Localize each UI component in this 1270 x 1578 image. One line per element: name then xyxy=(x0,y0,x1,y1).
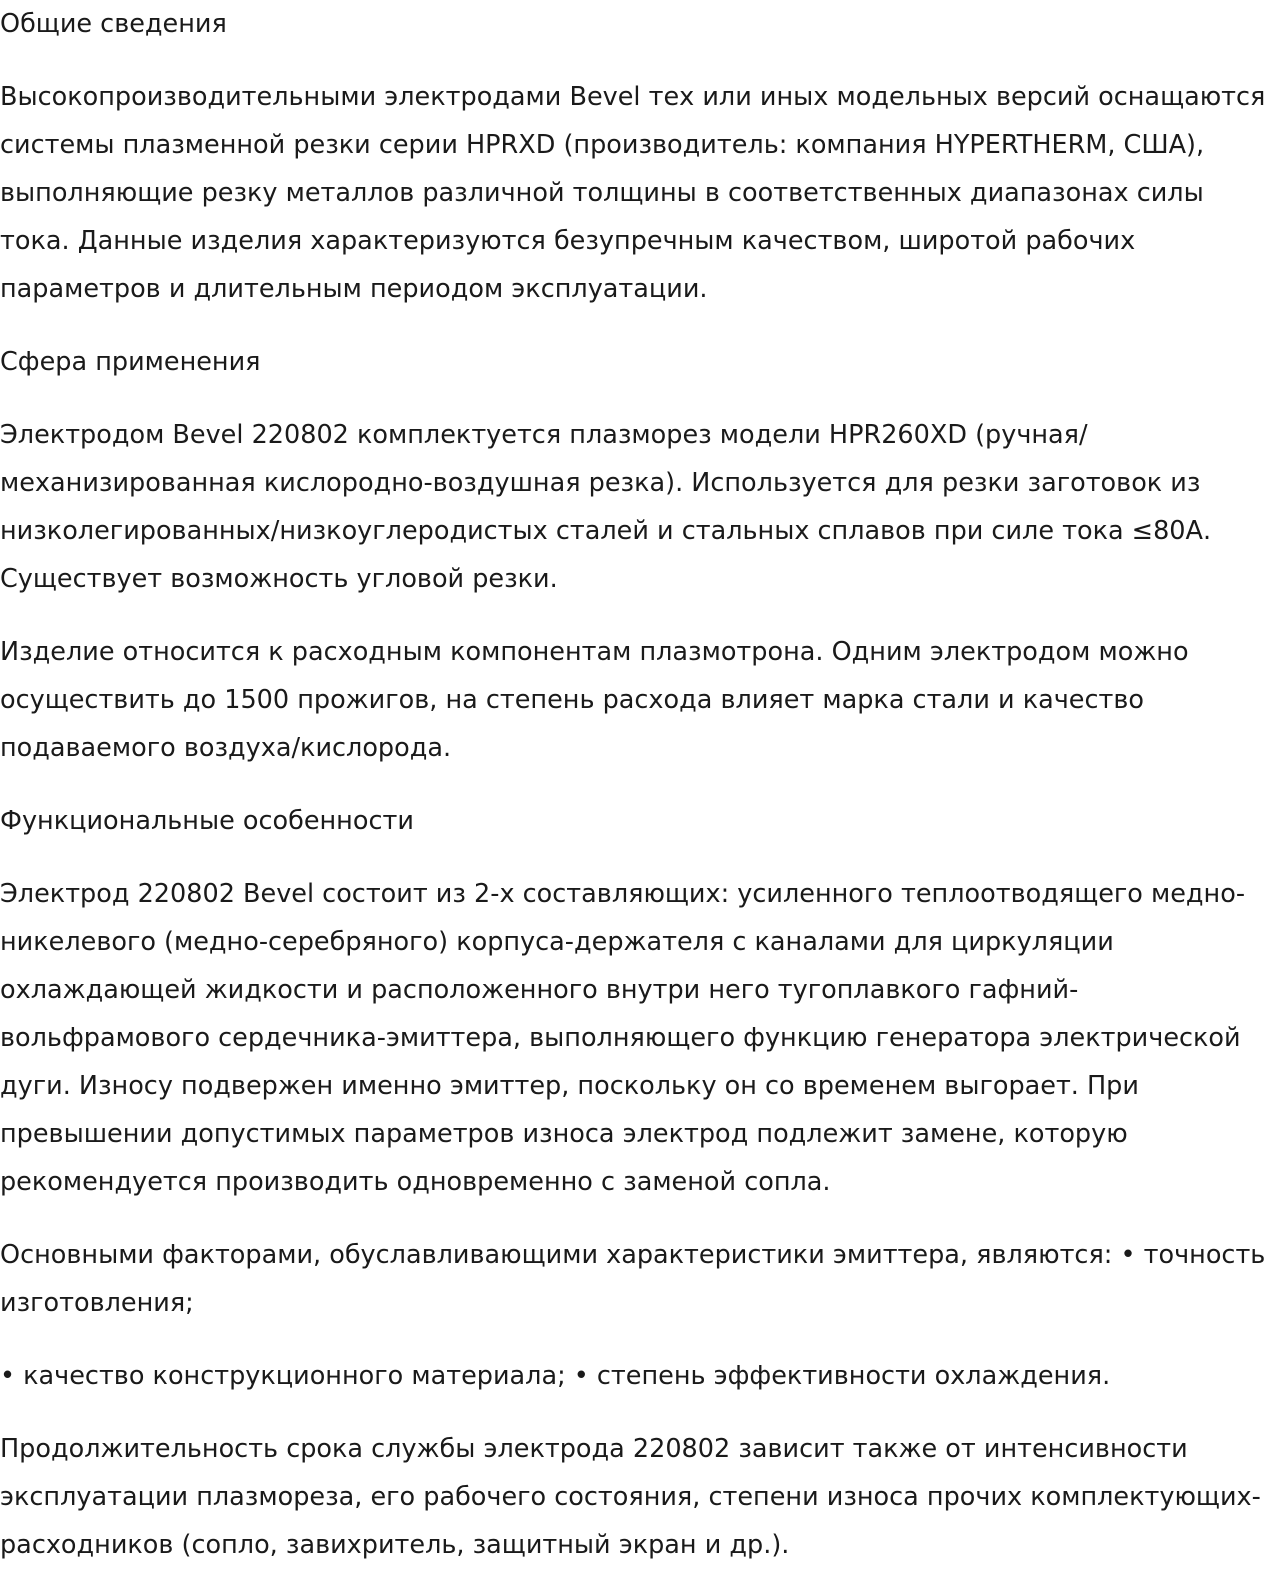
application-heading: Сфера применения xyxy=(0,347,261,377)
features-paragraph-4: Продолжительность срока службы электрода 220802 зависит также от интенсивности эксплуатации плазмореза, его рабочего состояния, степени износа прочих комплектующих-расходников (сопло, завихритель, защитный экран и др.). xyxy=(0,1434,1261,1560)
general-heading: Общие сведения xyxy=(0,9,227,39)
features-paragraph-2: Основными факторами, обуславливающими характеристики эмиттера, являются: • точность изготовления; xyxy=(0,1240,1266,1318)
features-heading: Функциональные особенности xyxy=(0,806,414,836)
application-paragraph-2: Изделие относится к расходным компонентам плазмотрона. Одним электродом можно осуществить до 1500 прожигов, на степень расхода влияет марка стали и качество подаваемого воздуха/кислорода. xyxy=(0,637,1189,763)
application-paragraph-1: Электродом Bevel 220802 комплектуется плазморез модели HPR260XD (ручная/механизированная кислородно-воздушная резка). Используется для резки заготовок из низколегированных/низкоуглеродистых сталей и стальных сплавов при силе тока ≤80А. Существует возможность угловой резки. xyxy=(0,420,1212,594)
features-paragraph-3: • качество конструкционного материала; • степень эффективности охлаждения. xyxy=(0,1361,1111,1391)
general-paragraph: Высокопроизводительными электродами Bevel тех или иных модельных версий оснащаются системы плазменной резки серии HPRXD (производитель: компания HYPERTHERM, США), выполняющие резку металлов различной толщины в соответственных диапазонах силы тока. Данные изделия характеризуются безупречным качеством, широтой рабочих параметров и длительным периодом эксплуатации. xyxy=(0,82,1266,304)
features-paragraph-1: Электрод 220802 Bevel состоит из 2-х составляющих: усиленного теплоотводящего медно-никелевого (медно-серебряного) корпуса-держателя с каналами для циркуляции охлаждающей жидкости и расположенного внутри него тугоплавкого гафний-вольфрамового сердечника-эмиттера, выполняющего функцию генератора электрической дуги. Износу подвержен именно эмиттер, поскольку он со временем выгорает. При превышении допустимых параметров износа электрод подлежит замене, которую рекомендуется производить одновременно с заменой сопла. xyxy=(0,879,1246,1197)
